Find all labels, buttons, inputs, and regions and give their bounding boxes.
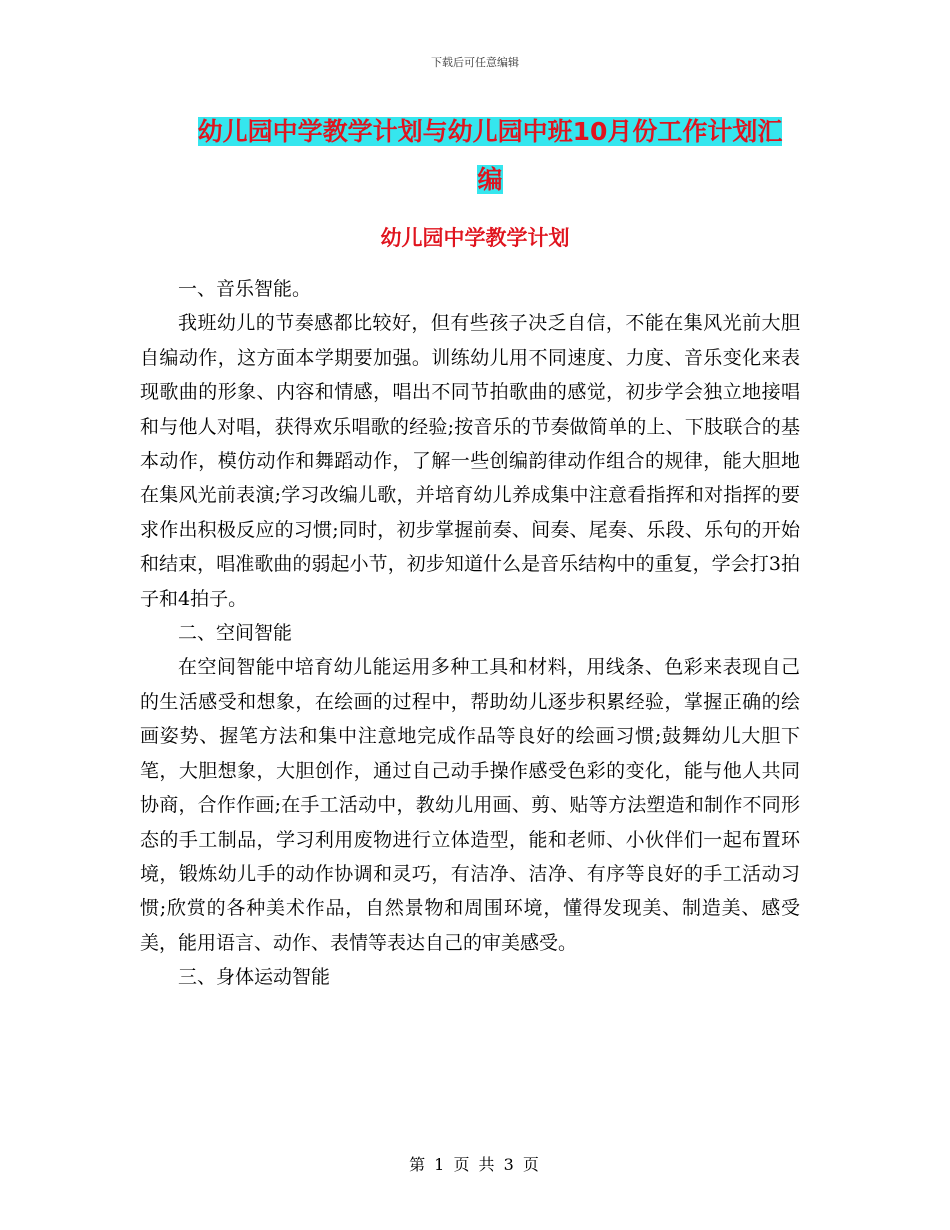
paragraph-space: 在空间智能中培育幼儿能运用多种工具和材料，用线条、色彩来表现自己的生活感受和想象，在绘画的过程中，帮助幼儿逐步积累经验，掌握正确的绘画姿势、握笔方法和集中注意地完成作品等良好的绘画习惯;鼓舞幼儿大胆下笔，大胆想象，大胆创作，通过自己动手操作感受色彩的变化，能与他人共同协商，合作作画;在手工活动中，教幼儿用画、剪、贴等方法塑造和制作不同形态的手工制品，学习利用废物进行立体造型，能和老师、小伙伴们一起布置环境，锻炼幼儿手的动作协调和灵巧，有洁净、洁净、有序等良好的手工活动习惯;欣赏的各种美术作品，自然景物和周围环境，懂得发现美、制造美、感受美，能用语言、动作、表情等表达自己的审美感受。	[140, 656, 800, 954]
paragraph-music: 我班幼儿的节奏感都比较好，但有些孩子决乏自信，不能在集风光前大胆自编动作，这方面本学期要加强。训练幼儿用不同速度、力度、音乐变化来表现歌曲的形象、内容和情感，唱出不同节拍歌曲的感觉，初步学会独立地接唱和与他人对唱，获得欢乐唱歌的经验;按音乐的节奏做简单的上、下肢联合的基本动作，模仿动作和舞蹈动作，了解一些创编韵律动作组合的规律，能大胆地在集风光前表演;学习改编儿歌，并培育幼儿养成集中注意看指挥和对指挥的要求作出积极反应的习惯;同时，初步掌握前奏、间奏、尾奏、乐段、乐句的开始和结束，唱准歌曲的弱起小节，初步知道什么是音乐结构中的重复，学会打3拍子和4拍子。	[140, 312, 800, 610]
document-title-line-2: 编	[477, 165, 503, 194]
document-title-line-1: 幼儿园中学教学计划与幼儿园中班10月份工作计划汇	[197, 117, 783, 146]
paragraph-heading-space: 二、空间智能	[178, 622, 293, 645]
paragraph-heading-music: 一、音乐智能。	[178, 278, 312, 300]
header-note: 下载后可任意编辑	[431, 56, 519, 69]
document-title	[140, 108, 840, 204]
document-body	[140, 272, 800, 995]
section-title: 幼儿园中学教学计划	[380, 226, 570, 250]
page-footer: 第 1 页 共 3 页	[409, 1155, 541, 1174]
paragraph-heading-body: 三、身体运动智能	[178, 966, 331, 989]
